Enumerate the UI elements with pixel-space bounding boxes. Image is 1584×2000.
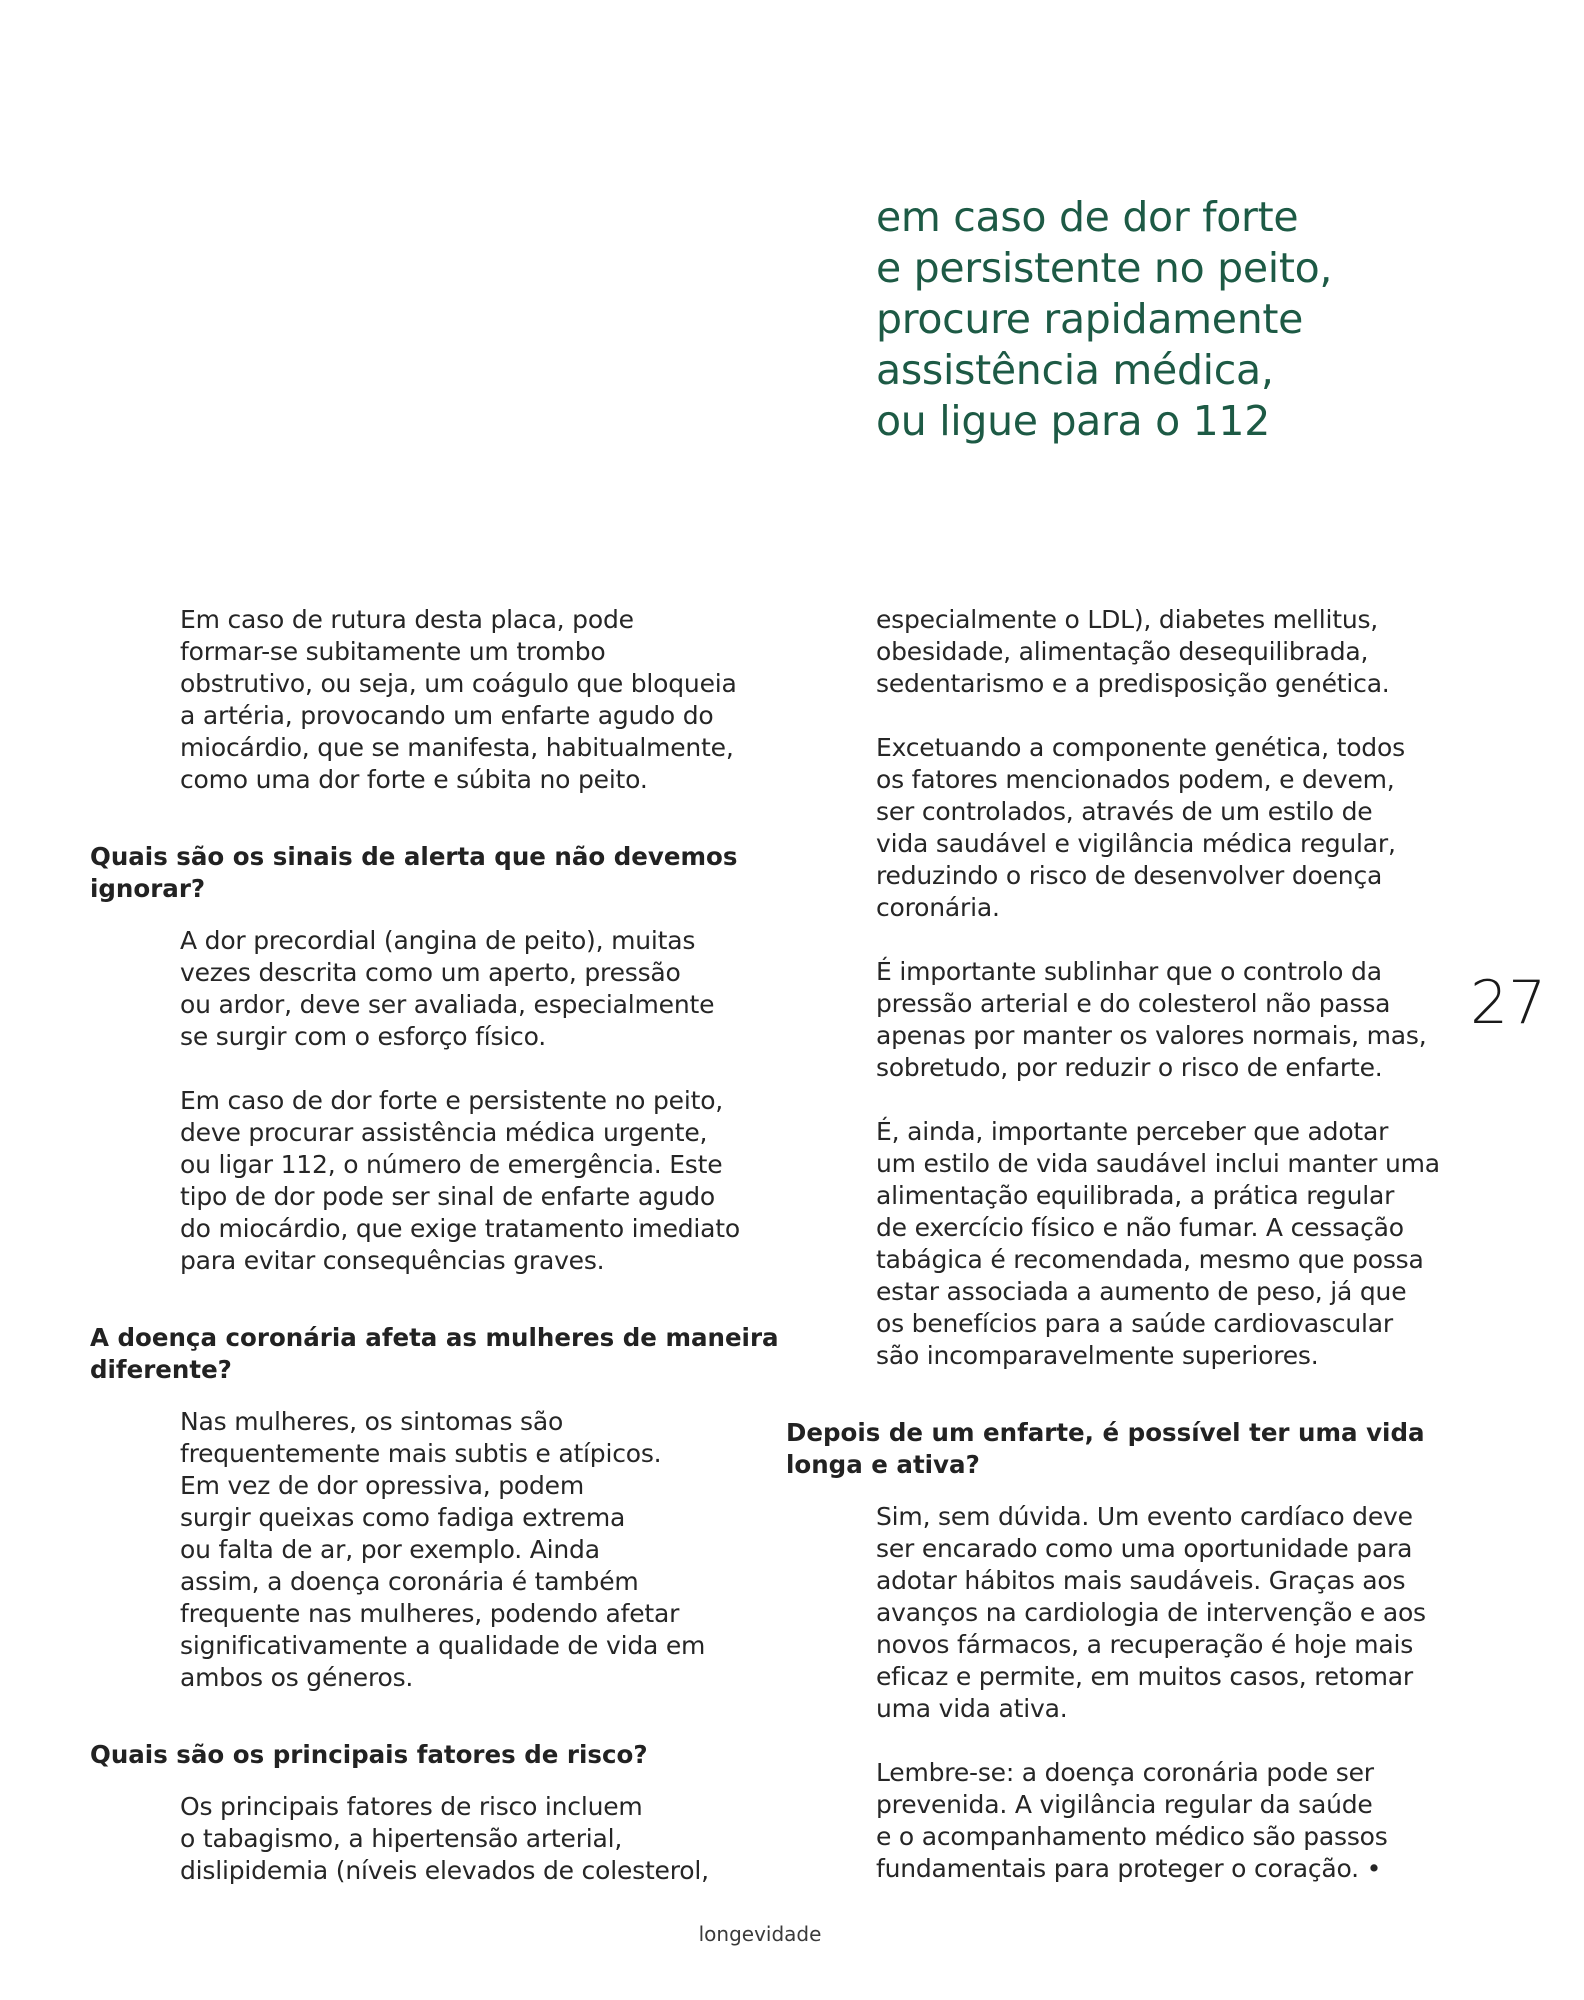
- text-line: são incomparavelmente superiores.: [876, 1341, 1319, 1370]
- text-line: ou ligar 112, o número de emergência. Este: [180, 1150, 723, 1179]
- text-line: fundamentais para proteger o coração. •: [876, 1854, 1382, 1883]
- question-line: Depois de um enfarte, é possível ter uma vida: [786, 1418, 1425, 1447]
- text-line: estar associada a aumento de peso, já que: [876, 1277, 1407, 1306]
- question-mulheres: [90, 1322, 779, 1386]
- text-line: vida saudável e vigilância médica regular,: [876, 829, 1396, 858]
- question-line: A doença coronária afeta as mulheres de maneira: [90, 1323, 779, 1352]
- text-line: alimentação equilibrada, a prática regular: [876, 1181, 1395, 1210]
- text-line: a artéria, provocando um enfarte agudo do: [180, 701, 714, 730]
- text-line: Excetuando a componente genética, todos: [876, 733, 1405, 762]
- text-line: ou ardor, deve ser avaliada, especialmente: [180, 990, 715, 1019]
- text-line: Lembre-se: a doença coronária pode ser: [876, 1758, 1374, 1787]
- text-line: dislipidemia (níveis elevados de colesterol,: [180, 1856, 709, 1885]
- text-line: especialmente o LDL), diabetes mellitus,: [876, 605, 1379, 634]
- pull-quote-line: e persistente no peito,: [876, 244, 1333, 292]
- text-line: obesidade, alimentação desequilibrada,: [876, 637, 1369, 666]
- text-line: sedentarismo e a predisposição genética.: [876, 669, 1390, 698]
- paragraph-dor-precordial: [90, 925, 750, 1053]
- right-column: [786, 604, 1446, 1885]
- footer-section-name: longevidade: [698, 1922, 822, 1946]
- page-number: 27: [1470, 968, 1547, 1038]
- left-column: [90, 604, 779, 1887]
- paragraph-lembre-se: [786, 1757, 1446, 1885]
- question-line: ignorar?: [90, 874, 206, 903]
- text-line: Nas mulheres, os sintomas são: [180, 1407, 564, 1436]
- text-line: Sim, sem dúvida. Um evento cardíaco deve: [876, 1502, 1413, 1531]
- text-line: se surgir com o esforço físico.: [180, 1022, 546, 1051]
- text-line: vezes descrita como um aperto, pressão: [180, 958, 681, 987]
- text-line: do miocárdio, que exige tratamento imediato: [180, 1214, 740, 1243]
- paragraph-evento-cardiaco: [786, 1501, 1446, 1725]
- text-line: o tabagismo, a hipertensão arterial,: [180, 1824, 623, 1853]
- question-line: longa e ativa?: [786, 1450, 980, 1479]
- question-sinais-alerta: [90, 841, 750, 905]
- text-line: Em vez de dor opressiva, podem: [180, 1471, 584, 1500]
- text-line: apenas por manter os valores normais, mas,: [876, 1021, 1427, 1050]
- pull-quote: [876, 192, 1436, 447]
- paragraph-fatores-risco: [90, 1791, 750, 1887]
- text-line: um estilo de vida saudável inclui manter uma: [876, 1149, 1440, 1178]
- text-line: novos fármacos, a recuperação é hoje mais: [876, 1630, 1414, 1659]
- text-line: e o acompanhamento médico são passos: [876, 1822, 1388, 1851]
- text-line: tabágica é recomendada, mesmo que possa: [876, 1245, 1424, 1274]
- text-line: reduzindo o risco de desenvolver doença: [876, 861, 1383, 890]
- paragraph-estilo-vida: [786, 1116, 1446, 1372]
- text-line: É, ainda, importante perceber que adotar: [876, 1117, 1389, 1146]
- text-line: frequente nas mulheres, podendo afetar: [180, 1599, 680, 1628]
- text-line: sobretudo, por reduzir o risco de enfarte.: [876, 1053, 1383, 1082]
- text-line: A dor precordial (angina de peito), muitas: [180, 926, 696, 955]
- text-line: uma vida ativa.: [876, 1694, 1068, 1723]
- question-line: Quais são os principais fatores de risco?: [90, 1740, 648, 1769]
- text-line: ser encarado como uma oportunidade para: [876, 1534, 1413, 1563]
- text-line: deve procurar assistência médica urgente,: [180, 1118, 708, 1147]
- text-line: adotar hábitos mais saudáveis. Graças aos: [876, 1566, 1406, 1595]
- text-line: É importante sublinhar que o controlo da: [876, 957, 1382, 986]
- question-line: diferente?: [90, 1355, 232, 1384]
- text-line: miocárdio, que se manifesta, habitualmente,: [180, 733, 734, 762]
- pull-quote-line: assistência médica,: [876, 346, 1274, 394]
- text-line: os benefícios para a saúde cardiovascular: [876, 1309, 1393, 1338]
- text-line: de exercício físico e não fumar. A cessação: [876, 1213, 1404, 1242]
- paragraph-dor-persistente: [90, 1085, 750, 1277]
- text-line: frequentemente mais subtis e atípicos.: [180, 1439, 662, 1468]
- text-line: avanços na cardiologia de intervenção e aos: [876, 1598, 1426, 1627]
- text-line: os fatores mencionados podem, e devem,: [876, 765, 1395, 794]
- question-apos-enfarte: [786, 1417, 1446, 1481]
- text-line: Em caso de rutura desta placa, pode: [180, 605, 634, 634]
- text-line: assim, a doença coronária é também: [180, 1567, 639, 1596]
- pull-quote-line: procure rapidamente: [876, 295, 1304, 343]
- text-line: Os principais fatores de risco incluem: [180, 1792, 643, 1821]
- text-line: formar-se subitamente um trombo: [180, 637, 606, 666]
- text-line: tipo de dor pode ser sinal de enfarte agudo: [180, 1182, 716, 1211]
- text-line: obstrutivo, ou seja, um coágulo que bloqueia: [180, 669, 737, 698]
- pull-quote-line: ou ligue para o 112: [876, 397, 1270, 445]
- text-line: significativamente a qualidade de vida em: [180, 1631, 706, 1660]
- text-line: como uma dor forte e súbita no peito.: [180, 765, 648, 794]
- paragraph-excetuando-genetica: [786, 732, 1446, 924]
- text-line: coronária.: [876, 893, 1000, 922]
- text-line: ambos os géneros.: [180, 1663, 414, 1692]
- paragraph-placa-rutura: [90, 604, 750, 796]
- text-line: para evitar consequências graves.: [180, 1246, 605, 1275]
- question-line: Quais são os sinais de alerta que não devemos: [90, 842, 738, 871]
- pull-quote-line: em caso de dor forte: [876, 193, 1299, 241]
- question-fatores-risco: [90, 1739, 750, 1771]
- text-line: eficaz e permite, em muitos casos, retomar: [876, 1662, 1414, 1691]
- text-line: Em caso de dor forte e persistente no peito,: [180, 1086, 724, 1115]
- paragraph-controlo-pressao: [786, 956, 1446, 1084]
- text-line: ser controlados, através de um estilo de: [876, 797, 1373, 826]
- paragraph-fatores-continuacao: [786, 604, 1446, 700]
- text-line: prevenida. A vigilância regular da saúde: [876, 1790, 1373, 1819]
- text-line: ou falta de ar, por exemplo. Ainda: [180, 1535, 600, 1564]
- text-line: pressão arterial e do colesterol não passa: [876, 989, 1391, 1018]
- text-line: surgir queixas como fadiga extrema: [180, 1503, 626, 1532]
- paragraph-mulheres: [90, 1406, 750, 1694]
